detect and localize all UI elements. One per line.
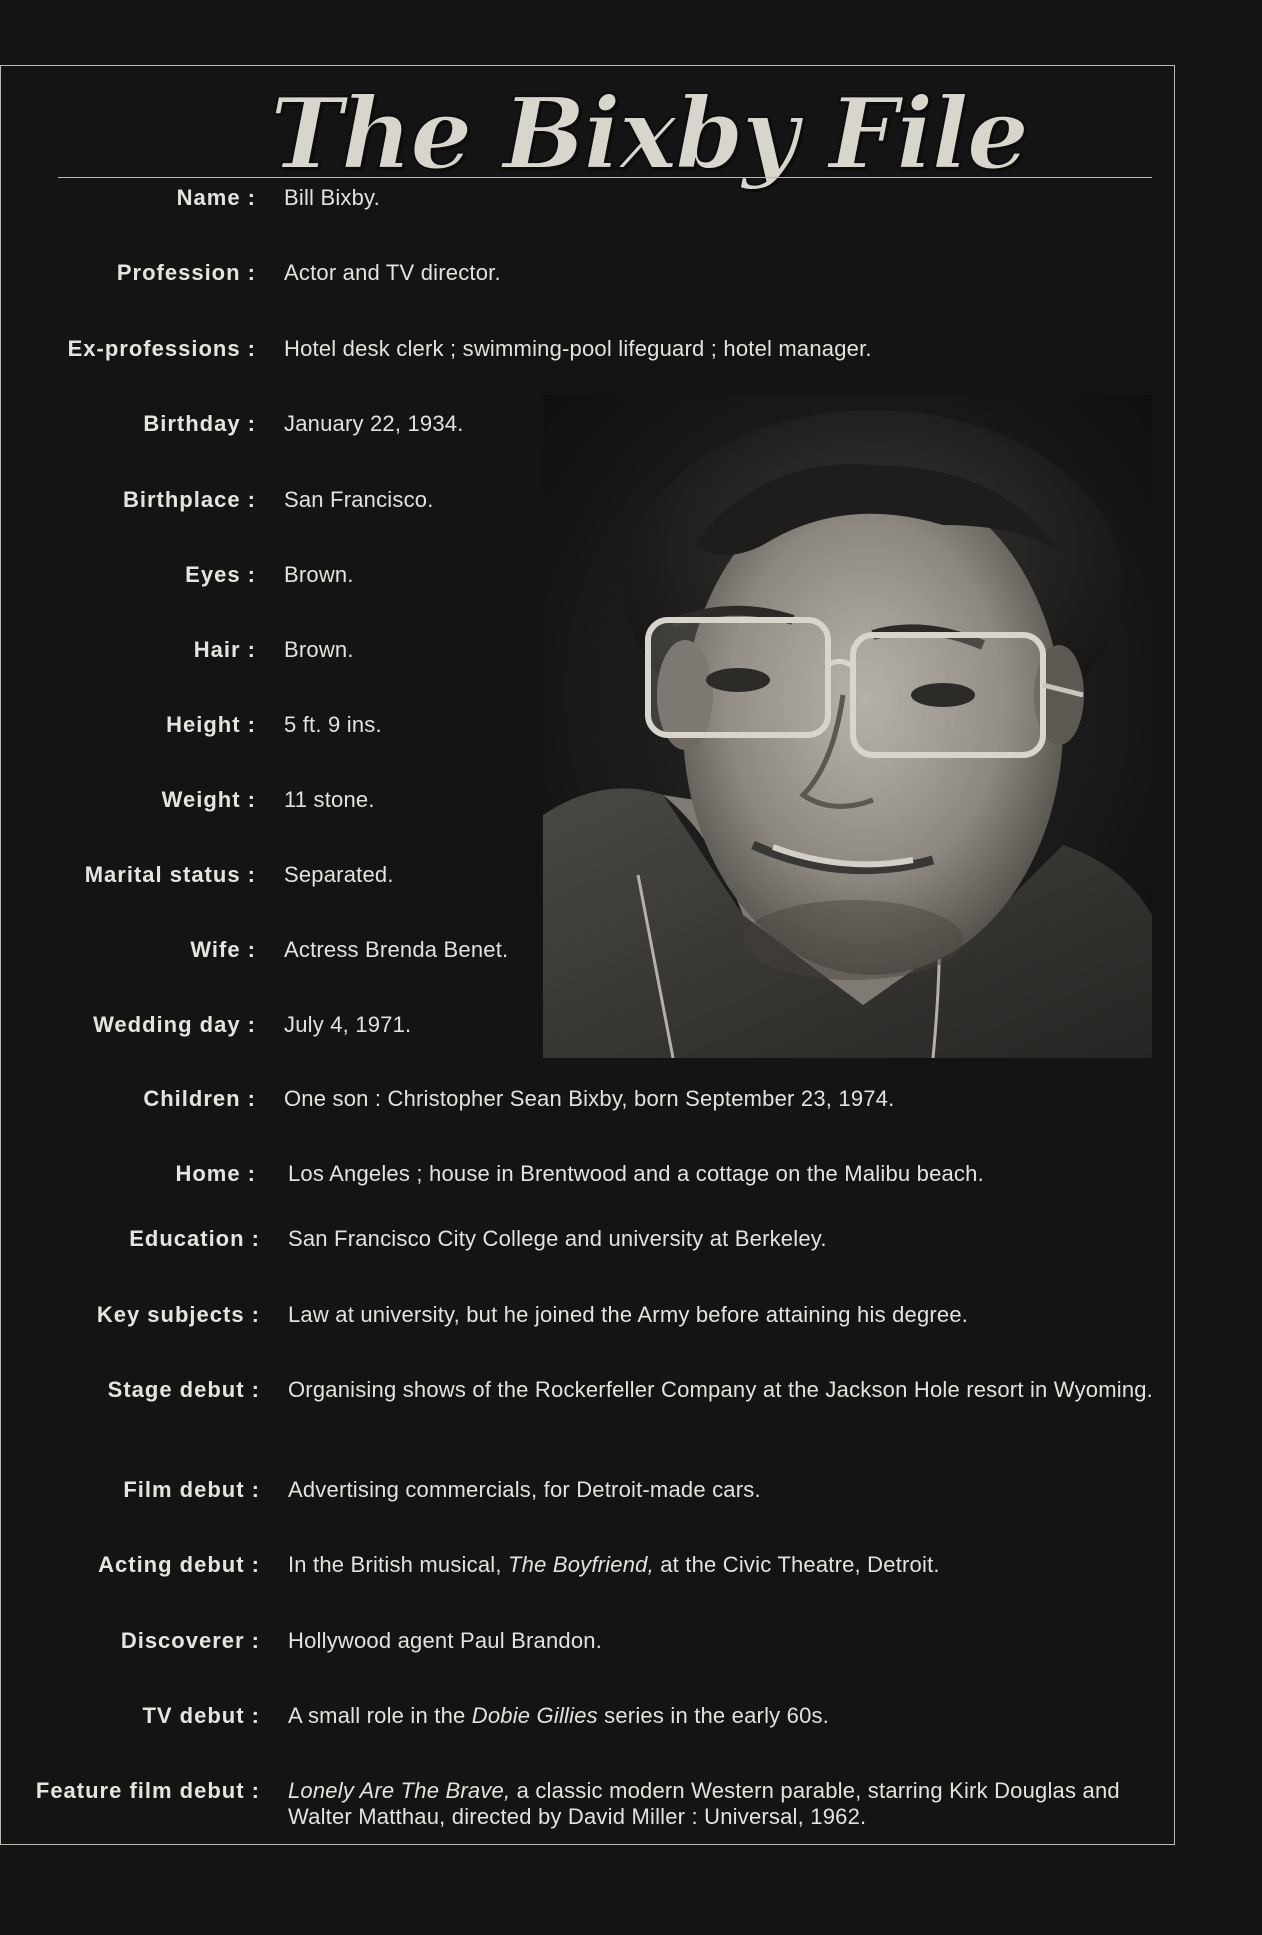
- entry-label: Stage debut :: [107, 1377, 260, 1402]
- entry-value: One son : Christopher Sean Bixby, born September 23, 1974.: [284, 1086, 895, 1111]
- entry-value: Separated.: [284, 862, 394, 887]
- entry-value: Organising shows of the Rockerfeller Company at the Jackson Hole resort in Wyoming.: [288, 1377, 1153, 1402]
- entry-value: [288, 1552, 940, 1578]
- entry-label: Children :: [143, 1086, 256, 1111]
- entry-value: Hollywood agent Paul Brandon.: [288, 1628, 603, 1653]
- entry-value: July 4, 1971.: [284, 1012, 412, 1037]
- entry-value: Actress Brenda Benet.: [284, 937, 509, 962]
- entry-value: Brown.: [284, 562, 354, 587]
- title-rule: [58, 177, 1152, 178]
- entry-label: Wife :: [190, 937, 256, 962]
- entry-label: Key subjects :: [96, 1302, 260, 1327]
- entry-value: Brown.: [284, 637, 354, 662]
- value-text: A small role in the: [288, 1703, 472, 1728]
- entry-value: January 22, 1934.: [284, 411, 464, 436]
- entry-label: TV debut :: [142, 1703, 260, 1728]
- value-title-italic: Dobie Gillies: [471, 1703, 598, 1728]
- entry-value: Law at university, but he joined the Army before attaining his degree.: [288, 1302, 969, 1327]
- portrait-photo: [543, 395, 1152, 1058]
- entry-label: Weight :: [161, 787, 256, 812]
- entry-label: Wedding day :: [93, 1012, 256, 1037]
- entry-value: Hotel desk clerk ; swimming-pool lifeguard ; hotel manager.: [284, 336, 872, 361]
- entry-label: Home :: [175, 1161, 256, 1186]
- value-text: In the British musical,: [288, 1552, 508, 1577]
- entry-label: Education :: [129, 1226, 260, 1251]
- entry-value: [288, 1778, 1168, 1830]
- entry-value: San Francisco City College and university at Berkeley.: [288, 1226, 827, 1251]
- value-title-italic: Lonely Are The Brave,: [288, 1778, 511, 1803]
- entry-label: Profession :: [116, 260, 256, 285]
- entry-label: Birthday :: [143, 411, 256, 436]
- entry-label: Discoverer :: [120, 1628, 260, 1653]
- entry-label: Birthplace :: [122, 487, 256, 512]
- entry-label: Film debut :: [123, 1477, 260, 1502]
- entry-label: Name :: [176, 185, 256, 210]
- entry-value: 5 ft. 9 ins.: [284, 712, 382, 737]
- value-title-italic: The Boyfriend,: [508, 1552, 654, 1577]
- entry-value: Los Angeles ; house in Brentwood and a cottage on the Malibu beach.: [288, 1161, 984, 1186]
- entry-value: Actor and TV director.: [284, 260, 501, 285]
- entry-label: Hair :: [193, 637, 256, 662]
- entry-value: [288, 1703, 829, 1729]
- entry-label: Height :: [166, 712, 256, 737]
- value-text: a classic modern Western parable, starring Kirk Douglas and Walter Matthau, directed by David Miller : Universal, 1962.: [288, 1778, 1120, 1829]
- entry-value: Advertising commercials, for Detroit-made cars.: [288, 1477, 761, 1502]
- value-text: series in the early 60s.: [597, 1703, 830, 1728]
- entry-value: 11 stone.: [284, 787, 375, 812]
- entry-value: San Francisco.: [284, 487, 434, 512]
- entry-label: Feature film debut :: [35, 1778, 260, 1803]
- page-title: The Bixby File: [270, 77, 1028, 192]
- entry-label: Marital status :: [84, 862, 256, 887]
- entry-value: Bill Bixby.: [284, 185, 380, 210]
- entry-label: Ex-professions :: [67, 336, 256, 361]
- value-text: at the Civic Theatre, Detroit.: [653, 1552, 940, 1577]
- entry-label: Eyes :: [185, 562, 256, 587]
- entry-label: Acting debut :: [98, 1552, 260, 1577]
